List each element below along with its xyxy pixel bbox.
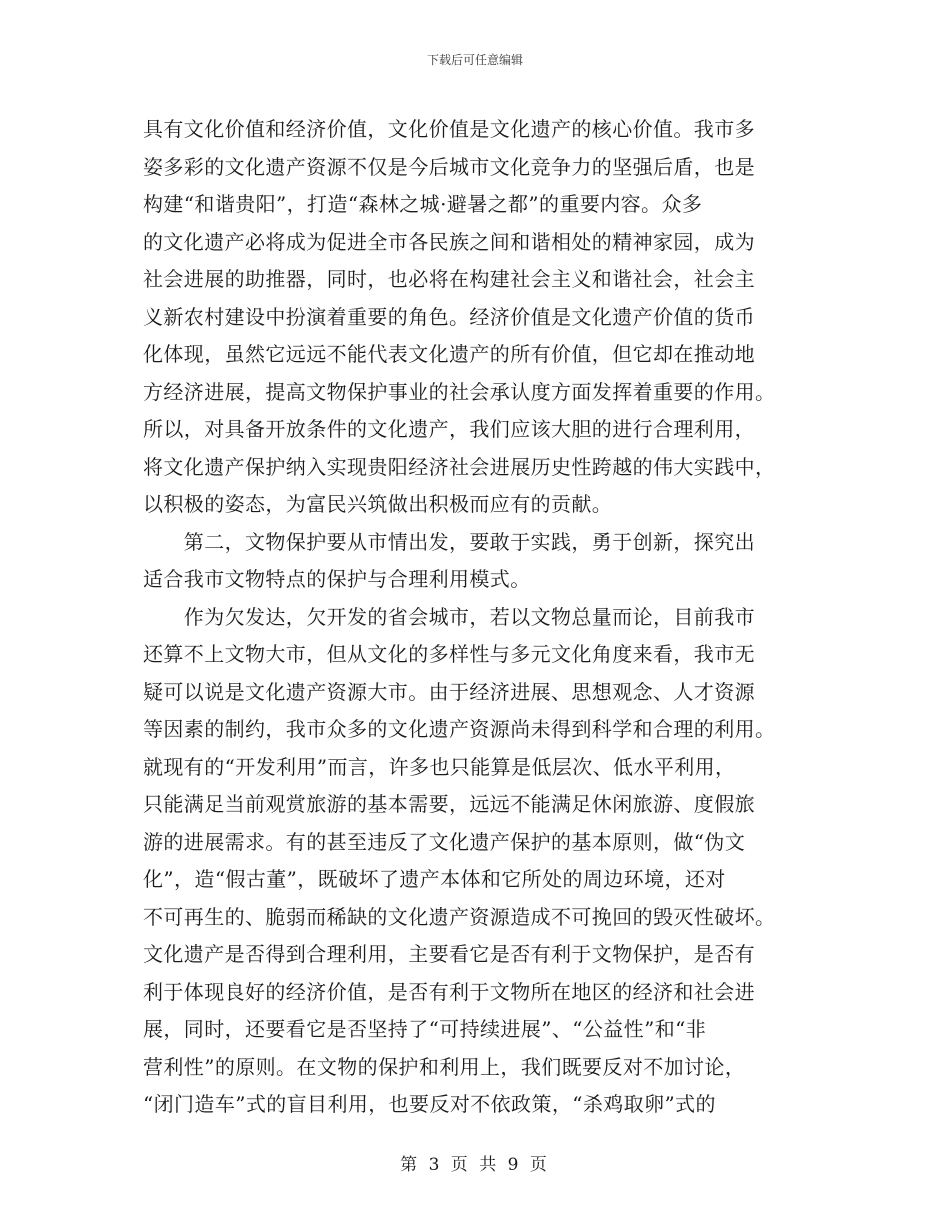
- page-header: 下载后可任意编辑: [426, 53, 523, 67]
- text-line: 疑可以说是文化遗产资源大市。由于经济进展、思想观念、人才资源: [143, 679, 755, 704]
- text-line: “闭门造车”式的盲目利用，也要反对不依政策，“杀鸡取卵”式的: [143, 1092, 716, 1116]
- text-line: 等因素的制约，我市众多的文化遗产资源尚未得到科学和合理的利用。: [143, 717, 776, 741]
- text-line: 义新农村建设中扮演着重要的角色。经济价值是文化遗产价值的货币: [143, 304, 755, 329]
- text-line: 游的进展需求。有的甚至违反了文化遗产保护的基本原则，做“伪文: [143, 829, 746, 854]
- text-line: 作为欠发达，欠开发的省会城市，若以文物总量而论，目前我市: [143, 604, 755, 629]
- text-line: 利于体现良好的经济价值，是否有利于文物所在地区的经济和社会进: [143, 979, 755, 1004]
- text-line: 以积极的姿态，为富民兴筑做出积极而应有的贡献。: [143, 492, 613, 516]
- text-line: 的文化遗产必将成为促进全市各民族之间和谐相处的精神家园，成为: [143, 229, 755, 254]
- text-line: 方经济进展，提高文物保护事业的社会承认度方面发挥着重要的作用。: [143, 379, 776, 404]
- text-line: 社会进展的助推器，同时，也必将在构建社会主义和谐社会，社会主: [143, 267, 755, 291]
- text-line: 姿多彩的文化遗产资源不仅是今后城市文化竞争力的坚强后盾，也是: [143, 154, 755, 179]
- document-body: [143, 111, 807, 1124]
- text-line: 适合我市文物特点的保护与合理利用模式。: [143, 567, 531, 591]
- text-line: 具有文化价值和经济价值，文化价值是文化遗产的核心价值。我市多: [143, 117, 755, 141]
- text-line: 营利性”的原则。在文物的保护和利用上，我们既要反对不加讨论，: [143, 1054, 746, 1079]
- text-line: 所以，对具备开放条件的文化遗产，我们应该大胆的进行合理利用，: [143, 417, 755, 441]
- text-line: 文化遗产是否得到合理利用，主要看它是否有利于文物保护，是否有: [143, 942, 755, 966]
- text-line: 还算不上文物大市，但从文化的多样性与多元文化角度来看，我市无: [143, 642, 755, 666]
- text-line: 只能满足当前观赏旅游的基本需要，远远不能满足休闲旅游、度假旅: [143, 792, 755, 816]
- page-number-footer: 第 3 页 共 9 页: [400, 1155, 550, 1175]
- text-line: 就现有的“开发利用”而言，许多也只能算是低层次、低水平利用，: [143, 754, 736, 779]
- text-line: 展，同时，还要看它是否坚持了“可持续进展”、“公益性”和“非: [143, 1017, 707, 1041]
- text-line: 构建“和谐贵阳”，打造“森林之城·避暑之都”的重要内容。众多: [143, 192, 703, 216]
- text-line: 第二，文物保护要从市情出发，要敢于实践，勇于创新，探究出: [143, 529, 755, 554]
- text-line: 将文化遗产保护纳入实现贵阳经济社会进展历史性跨越的伟大实践中，: [143, 454, 776, 479]
- text-line: 化”，造“假古董”，既破坏了遗产本体和它所处的周边环境，还对: [143, 867, 726, 891]
- text-line: 化体现，虽然它远远不能代表文化遗产的所有价值，但它却在推动地: [143, 342, 755, 366]
- text-line: 不可再生的、脆弱而稀缺的文化遗产资源造成不可挽回的毁灭性破坏。: [143, 904, 776, 929]
